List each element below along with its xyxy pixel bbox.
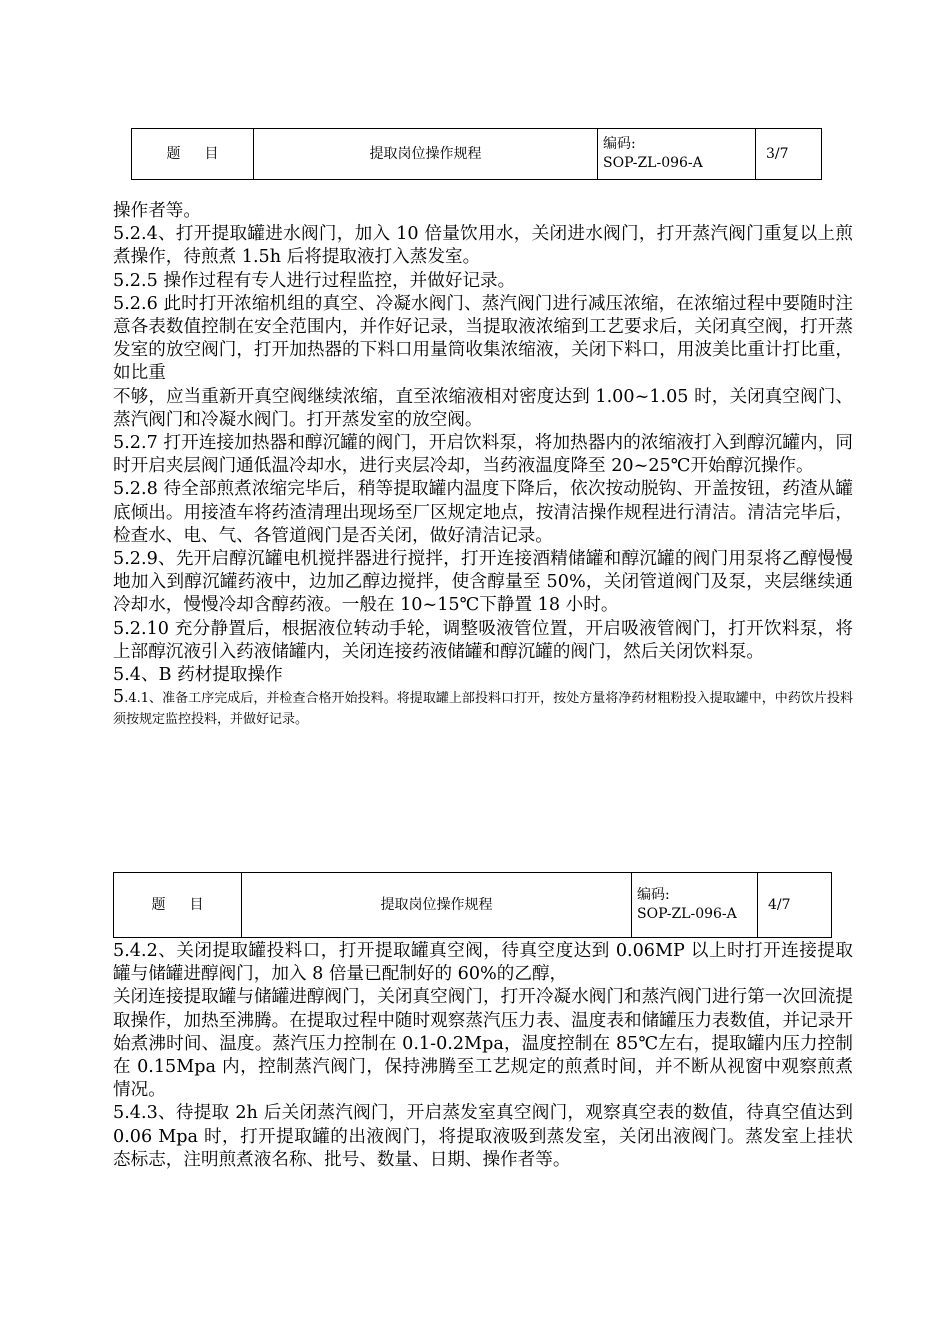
paragraph: 5.4.3、待提取 2h 后关闭蒸汽阀门，开启蒸发室真空阀门，观察真空表的数值，待真空值达到 0.06 Mpa 时，打开提取罐的出液阀门，将提取液吸到蒸发室，关闭出液阀门。蒸发室上挂状态标志，注明煎煮液名称、批号、数量、日期、操作者等。 — [113, 1103, 853, 1170]
paragraph: 5.2.9、先开启醇沉罐电机搅拌器进行搅拌，打开连接酒精储罐和醇沉罐的阀门用泵将乙醇慢慢地加入到醇沉罐药液中，边加乙醇边搅拌，使含醇量至 50%，关闭管道阀门及泵，夹层继续通冷却水，慢慢冷却含醇药液。一般在 10~15℃下静置 18 小时。 — [113, 549, 853, 616]
header-code: 编码: SOP-ZL-096-A — [632, 873, 758, 938]
paragraph: 关闭连接提取罐与储罐进醇阀门，关闭真空阀门，打开冷凝水阀门和蒸汽阀门进行第一次回流提取操作，加热至沸腾。在提取过程中随时观察蒸汽压力表、温度表和储罐压力表数值，并记录开始煮沸时间、温度。蒸汽压力控制在 0.1-0.2Mpa，温度控制在 85℃左右，提取罐内压力控制在 0.15Mpa 内，控制蒸汽阀门，保持沸腾至工艺规定的煎煮时间，并不断从视窗中观察煎煮情况。 — [113, 987, 853, 1101]
paragraph: 不够，应当重新开真空阀继续浓缩，直至浓缩液相对密度达到 1.00~1.05 时，关闭真空阀门、蒸汽阀门和冷凝水阀门。打开蒸发室的放空阀。 — [113, 386, 853, 430]
paragraph: 5.2.10 充分静置后，根据液位转动手轮，调整吸液管位置，开启吸液管阀门，打开饮料泵，将上部醇沉液引入药液储罐内，关闭连接药液储罐和醇沉罐的阀门，然后关闭饮料泵。 — [113, 618, 853, 662]
paragraph: 5.2.4、打开提取罐进水阀门，加入 10 倍量饮用水，关闭进水阀门，打开蒸汽阀门重复以上煎煮操作，待煎煮 1.5h 后将提取液打入蒸发室。 — [113, 224, 853, 268]
paragraph: 5.2.7 打开连接加热器和醇沉罐的阀门，开启饮料泵，将加热器内的浓缩液打入到醇沉罐内，同时开启夹层阀门通低温冷却水，进行夹层冷却，当药液温度降至 20~25℃开始醇沉操作。 — [113, 433, 853, 477]
page-header-table-top — [131, 128, 822, 180]
header-title-label: 题 目 — [114, 873, 242, 938]
header-code: 编码: SOP-ZL-096-A — [598, 129, 756, 180]
paragraph: 5.2.5 操作过程有专人进行过程监控，并做好记录。 — [113, 270, 516, 291]
section-heading: 5.4、B 药材提取操作 — [113, 665, 283, 686]
header-page-number: 4/7 — [758, 873, 832, 938]
paragraph: 5.2.6 此时打开浓缩机组的真空、冷凝水阀门、蒸汽阀门进行减压浓缩，在浓缩过程中要随时注意各表数值控制在安全范围内，并作好记录，当提取液浓缩到工艺要求后，关闭真空阀，打开蒸发室的放空阀门，打开加热器的下料口用量筒收集浓缩液，关闭下料口，用波美比重计打比重，如比重 — [113, 293, 853, 384]
header-doc-name: 提取岗位操作规程 — [242, 873, 632, 938]
paragraph: 5.2.8 待全部煎煮浓缩完毕后，稍等提取罐内温度下降后，依次按动脱钩、开盖按钮，药渣从罐底倾出。用接渣车将药渣清理出现场至厂区规定地点，按清洁操作规程进行清洁。清洁完毕后，检查水、电、气、各管道阀门是否关闭，做好清洁记录。 — [113, 479, 853, 546]
body-text-top — [113, 200, 853, 730]
header-doc-name: 提取岗位操作规程 — [254, 129, 598, 180]
paragraph: 5.4.2、关闭提取罐投料口，打开提取罐真空阀，待真空度达到 0.06MP 以上时打开连接提取罐与储罐进醇阀门，加入 8 倍量已配制好的 60%的乙醇， — [113, 941, 853, 985]
header-title-label: 题 目 — [132, 129, 254, 180]
paragraph: 操作者等。 — [113, 201, 201, 221]
page-header-table-bottom — [113, 872, 832, 938]
body-text-bottom — [113, 940, 853, 1172]
small-paragraph: 5.4.1、准备工序完成后，并检查合格开始投料。将提取罐上部投料口打开，按处方量将净药材粗粉投入提取罐中，中药饮片投料须按规定监控投料，并做好记录。 — [113, 687, 853, 728]
header-page-number: 3/7 — [756, 129, 822, 180]
